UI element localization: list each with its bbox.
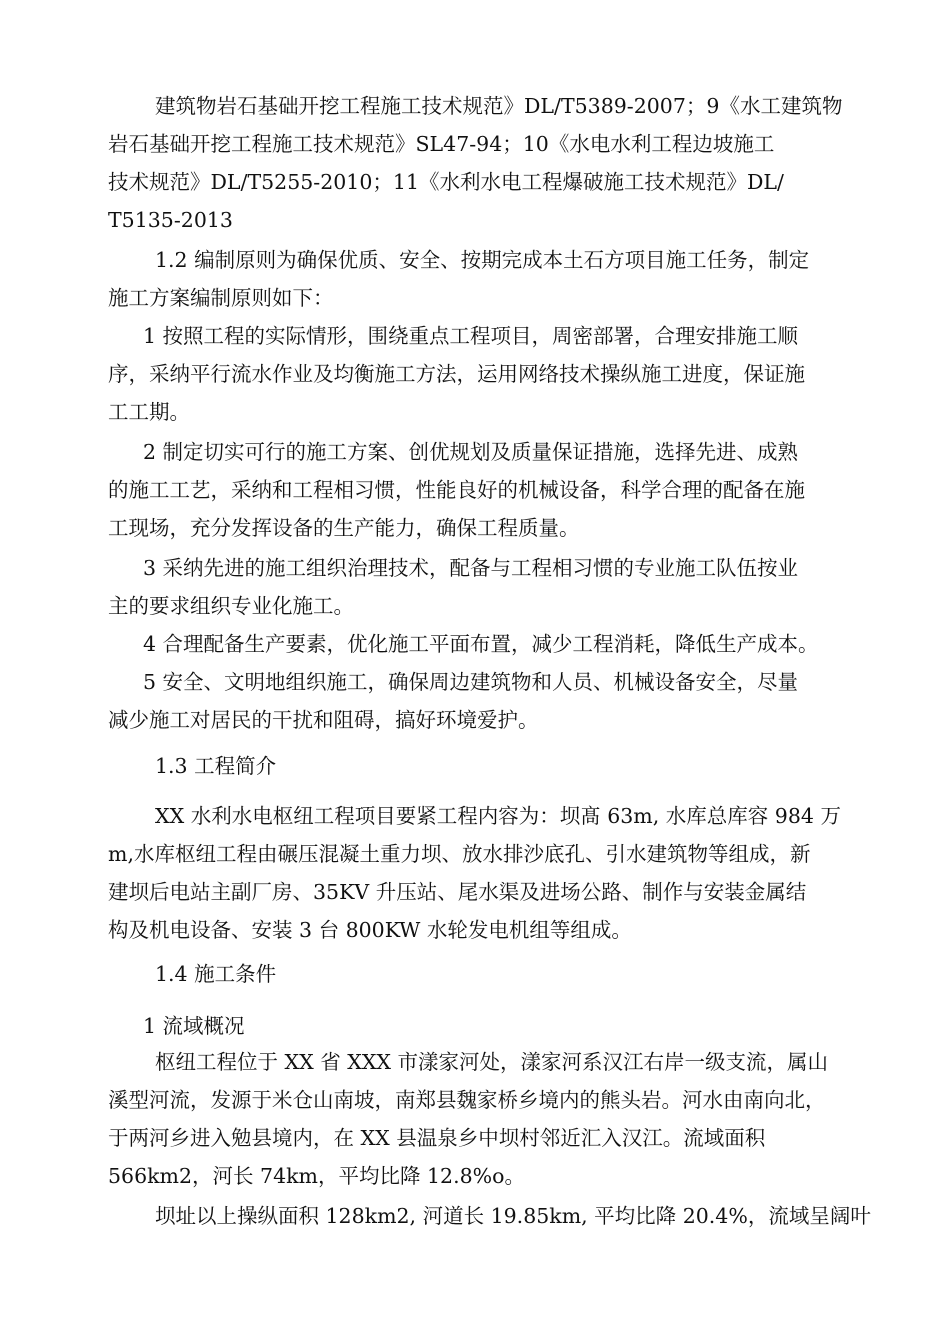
section-heading: 1.3 工程简介 — [155, 754, 277, 778]
body-text-line: 施工方案编制原则如下： — [108, 286, 334, 310]
body-text-line: 序，采纳平行流水作业及均衡施工方法，运用网络技术操纵施工进度，保证施 — [108, 362, 805, 386]
body-text-line: 的施工工艺，采纳和工程相习惯，性能良好的机械设备，科学合理的配备在施 — [108, 478, 805, 502]
body-text-line: 主的要求组织专业化施工。 — [108, 594, 354, 618]
body-text-line: 岩石基础开挖工程施工技术规范》SL47-94；10《水电水利工程边坡施工 — [108, 132, 775, 156]
list-item: 3 采纳先进的施工组织治理技术，配备与工程相习惯的专业施工队伍按业 — [143, 556, 799, 580]
body-text-line: XX 水利水电枢纽工程项目要紧工程内容为：坝髙 63m, 水库总库容 984 万 — [155, 804, 841, 828]
body-text-line: 工工期。 — [108, 400, 190, 424]
body-text-line: 566km2，河长 74km，平均比降 12.8%o。 — [108, 1164, 525, 1188]
section-heading: 1.2 编制原则为确保优质、安全、按期完成本土石方项目施工任务，制定 — [155, 248, 810, 272]
body-text-line: 建筑物岩石基础开挖工程施工技术规范》DL/T5389-2007；9《水工建筑物 — [155, 94, 843, 118]
list-item: 2 制定切实可行的施工方案、创优规划及质量保证措施，选择先进、成熟 — [143, 440, 799, 464]
list-item: 4 合理配备生产要素，优化施工平面布置，减少工程消耗，降低生产成本。 — [143, 632, 819, 656]
body-text-line: 建坝后电站主副厂房、35KV 升压站、尾水渠及进场公路、制作与安装金属结 — [108, 880, 807, 904]
body-text-line: 技术规范》DL/T5255-2010；11《水利水电工程爆破施工技术规范》DL/ — [108, 170, 784, 194]
body-text-line: 枢纽工程位于 XX 省 XXX 市漾家河处，漾家河系汉江右岸一级支流，属山 — [155, 1050, 829, 1074]
subsection-heading: 1 流域概况 — [143, 1014, 245, 1038]
list-item: 1 按照工程的实际情形，围绕重点工程项目，周密部署，合理安排施工顺 — [143, 324, 799, 348]
body-text-line: 构及机电设备、安装 3 台 800KW 水轮发电机组等组成。 — [108, 918, 632, 942]
section-heading: 1.4 施工条件 — [155, 962, 277, 986]
body-text-line: 溪型河流，发源于米仓山南坡，南郑县魏家桥乡境内的熊头岩。河水由南向北， — [108, 1088, 826, 1112]
body-text-line: 减少施工对居民的干扰和阻碍，搞好环境爱护。 — [108, 708, 539, 732]
list-item: 5 安全、文明地组织施工，确保周边建筑物和人员、机械设备安全，尽量 — [143, 670, 799, 694]
body-text-line: m,水库枢纽工程由碾压混凝土重力坝、放水排沙底孔、引水建筑物等组成，新 — [108, 842, 811, 866]
body-text-line: 于两河乡进入勉县境内，在 XX 县温泉乡中坝村邻近汇入汉江。流域面积 — [108, 1126, 766, 1150]
body-text-line: 坝址以上操纵面积 128km2, 河道长 19.85km, 平均比降 20.4%，流域呈阔叶 — [155, 1204, 871, 1228]
body-text-line: T5135-2013 — [108, 208, 233, 232]
body-text-line: 工现场，充分发挥设备的生产能力，确保工程质量。 — [108, 516, 580, 540]
